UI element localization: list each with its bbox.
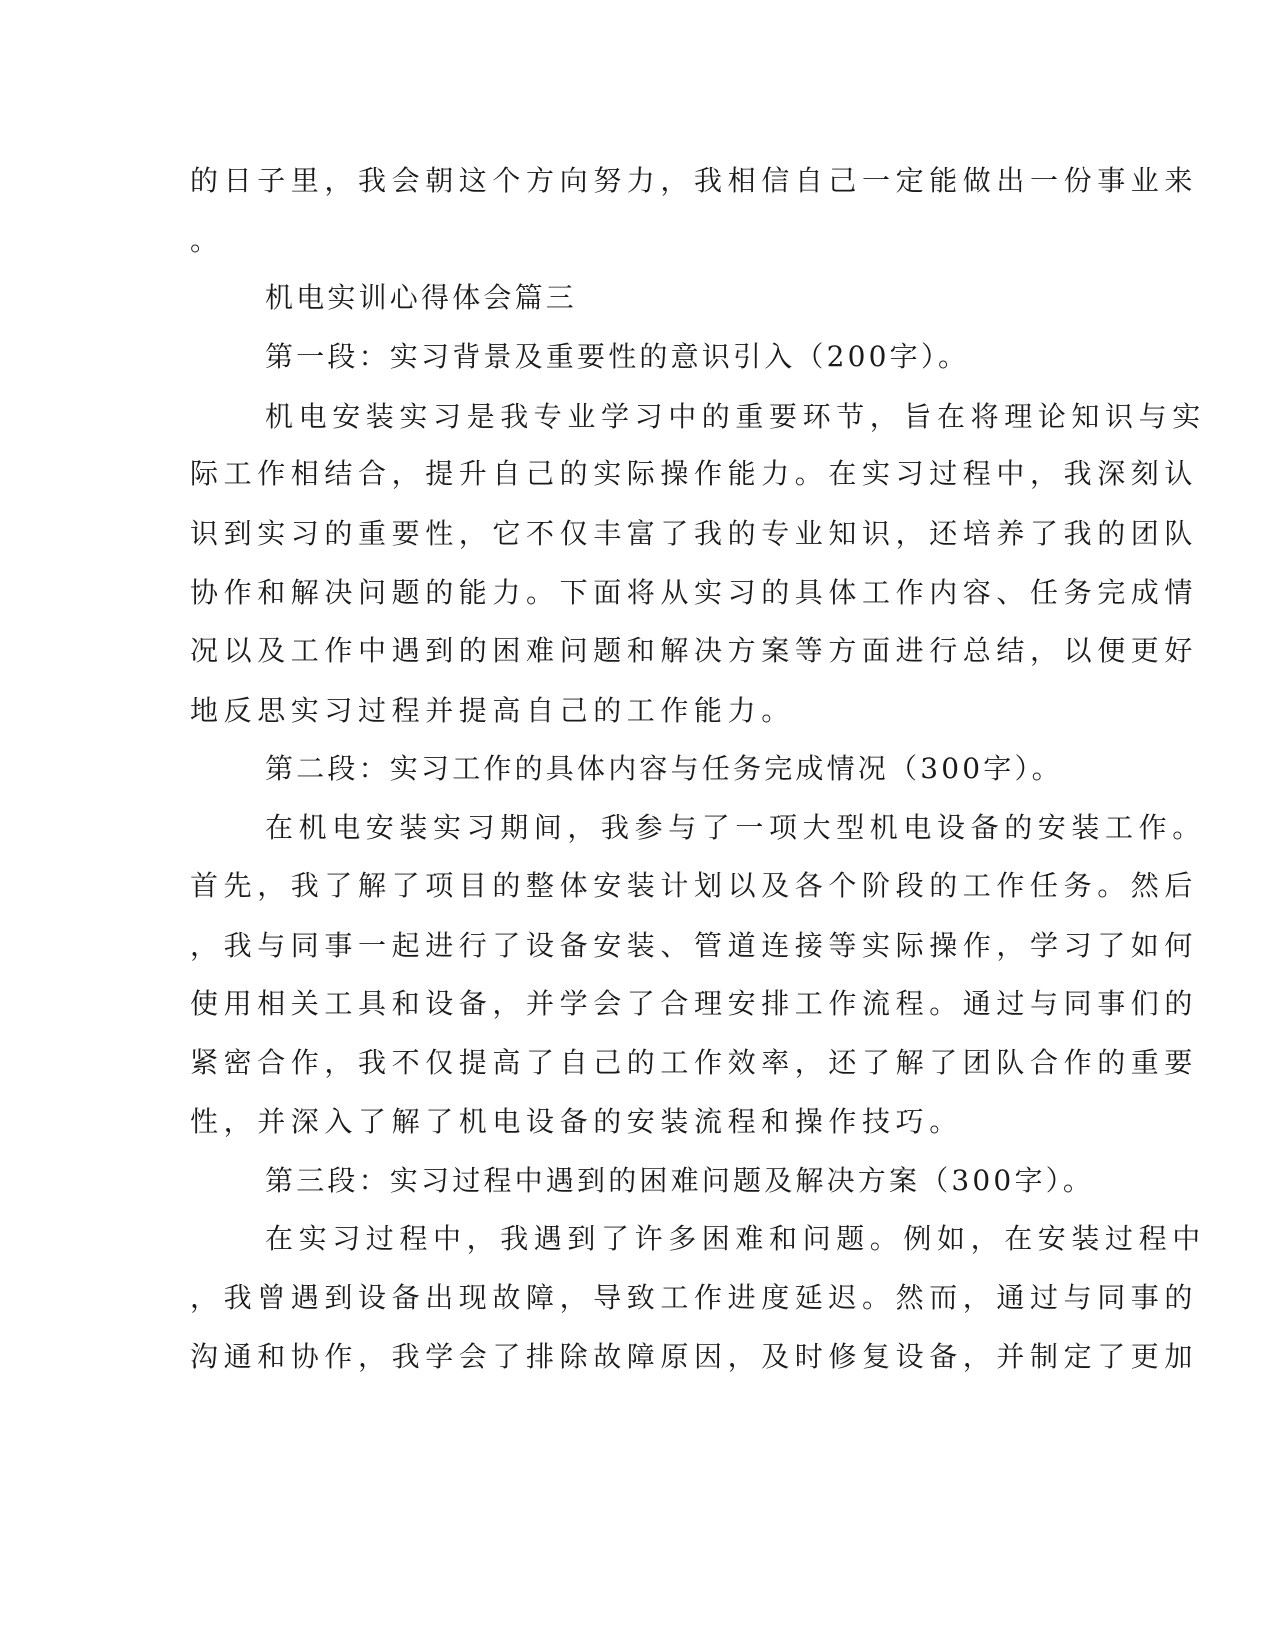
- paragraph-line: 紧密合作，我不仅提高了自己的工作效率，还了解了团队合作的重要: [190, 1046, 1199, 1079]
- paragraph-line: 识到实习的重要性，它不仅丰富了我的专业知识，还培养了我的团队: [190, 517, 1199, 550]
- section-heading: 第二段：实习工作的具体内容与任务完成情况（300字）。: [265, 752, 1063, 785]
- paragraph-line: 的日子里，我会朝这个方向努力，我相信自己一定能做出一份事业来: [190, 164, 1199, 197]
- section-title: 机电实训心得体会篇三: [265, 281, 578, 314]
- section-heading: 第一段：实习背景及重要性的意识引入（200字）。: [265, 340, 970, 373]
- paragraph-line: 在机电安装实习期间，我参与了一项大型机电设备的安装工作。: [265, 811, 1206, 844]
- paragraph-line: 协作和解决问题的能力。下面将从实习的具体工作内容、任务完成情: [190, 576, 1199, 609]
- paragraph-line: ，我与同事一起进行了设备安装、管道连接等实际操作，学习了如何: [190, 929, 1199, 962]
- paragraph-line: 沟通和协作，我学会了排除故障原因，及时修复设备，并制定了更加: [190, 1340, 1199, 1373]
- paragraph-line: 使用相关工具和设备，并学会了合理安排工作流程。通过与同事们的: [190, 987, 1199, 1020]
- paragraph-line: 性，并深入了解了机电设备的安装流程和操作技巧。: [190, 1105, 963, 1138]
- paragraph-line: 际工作相结合，提升自己的实际操作能力。在实习过程中，我深刻认: [190, 457, 1199, 490]
- paragraph-line: 首先，我了解了项目的整体安装计划以及各个阶段的工作任务。然后: [190, 869, 1199, 902]
- paragraph-line: 机电安装实习是我专业学习中的重要环节，旨在将理论知识与实: [265, 400, 1206, 433]
- paragraph-line: ，我曾遇到设备出现故障，导致工作进度延迟。然而，通过与同事的: [190, 1281, 1199, 1314]
- paragraph-line: 在实习过程中，我遇到了许多困难和问题。例如，在安装过程中: [265, 1222, 1206, 1255]
- paragraph-line: 况以及工作中遇到的困难问题和解决方案等方面进行总结，以便更好: [190, 634, 1199, 667]
- paragraph-line: 地反思实习过程并提高自己的工作能力。: [190, 694, 795, 727]
- paragraph-line: 。: [190, 224, 224, 257]
- section-heading: 第三段：实习过程中遇到的困难问题及解决方案（300字）。: [265, 1164, 1095, 1197]
